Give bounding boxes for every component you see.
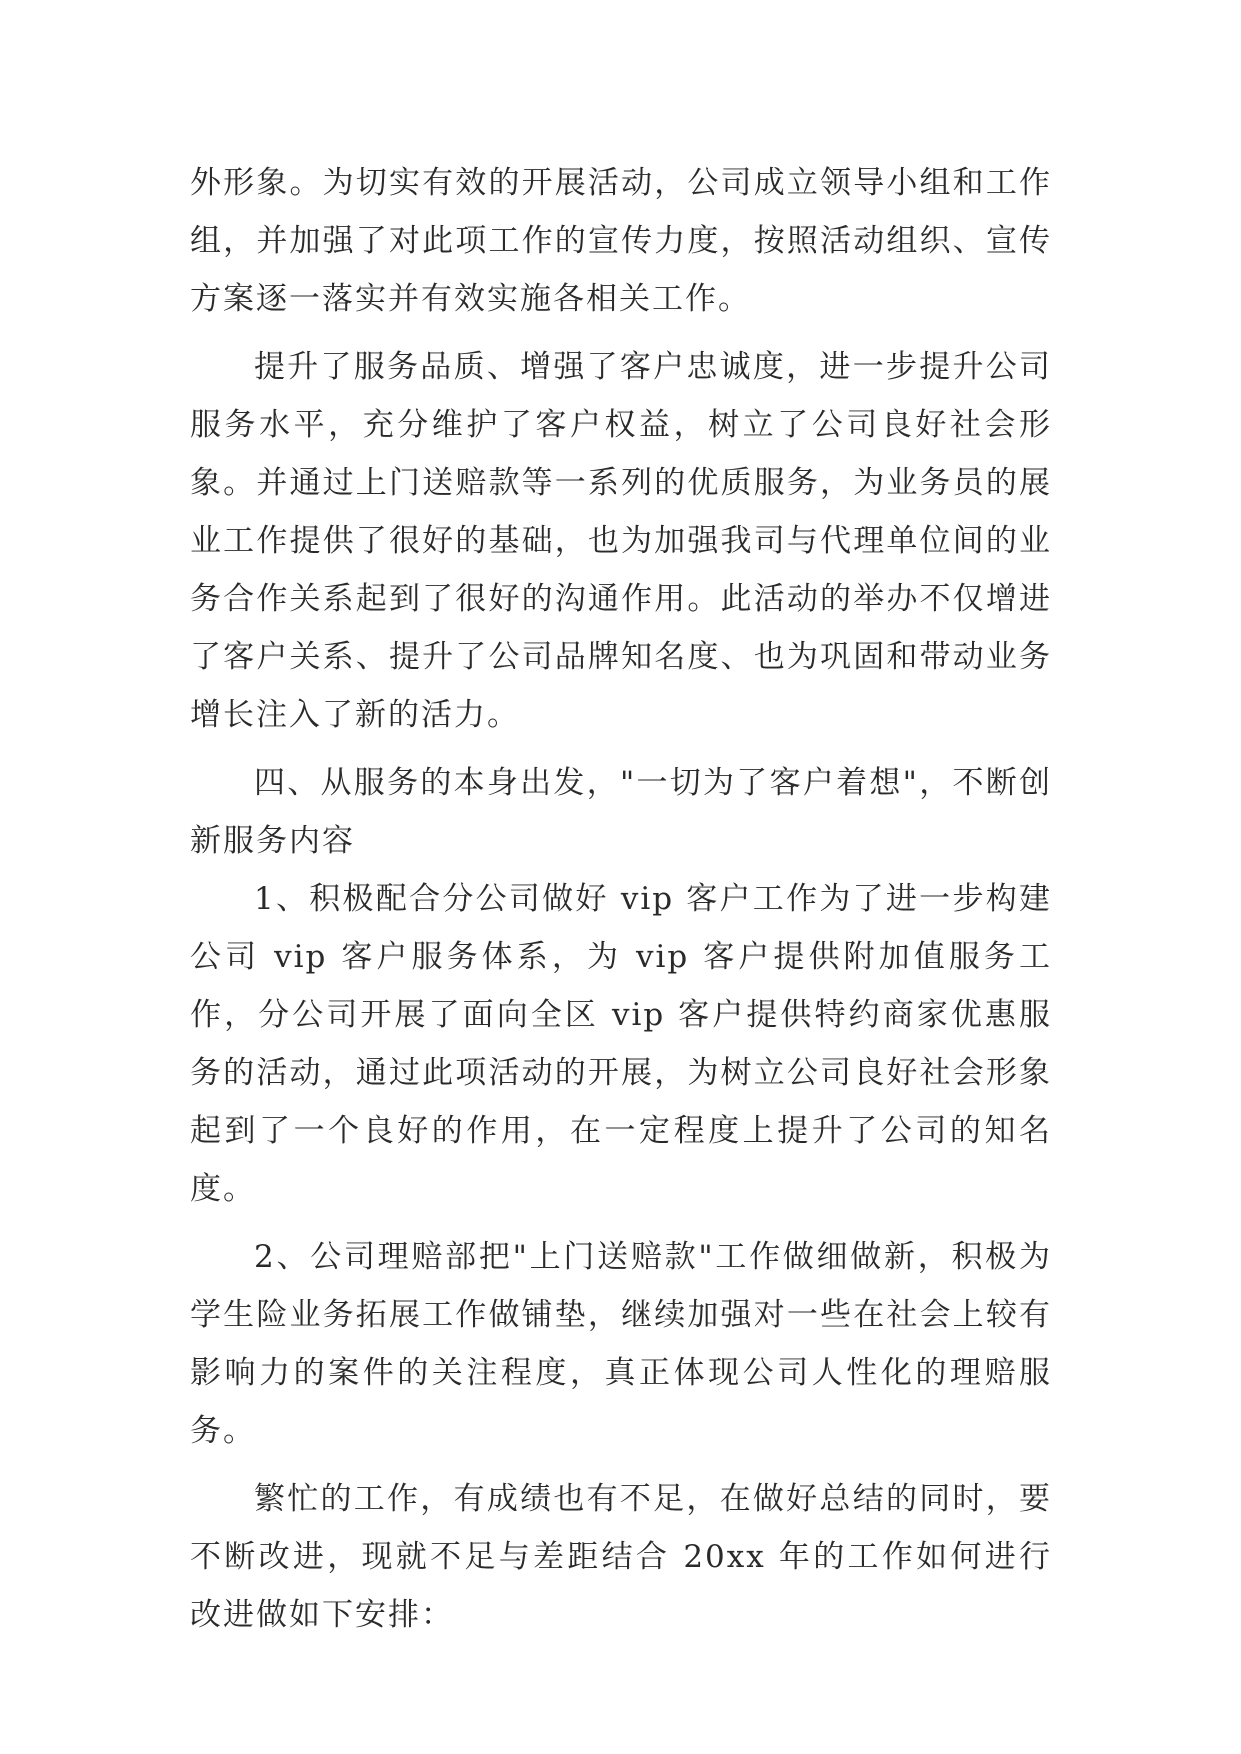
paragraph-6: 繁忙的工作，有成绩也有不足，在做好总结的同时，要不断改进，现就不足与差距结合 20xx 年的工作如何进行改进做如下安排： [190,1481,1052,1633]
paragraph-5: 2、公司理赔部把"上门送赔款"工作做细做新，积极为学生险业务拓展工作做铺垫，继续加强对一些在社会上较有影响力的案件的关注程度，真正体现公司人性化的理赔服务。 [190,1239,1052,1449]
paragraph-2: 提升了服务品质、增强了客户忠诚度，进一步提升公司服务水平，充分维护了客户权益，树立了公司良好社会形象。并通过上门送赔款等一系列的优质服务，为业务员的展业工作提供了很好的基础，也为加强我司与代理单位间的业务合作关系起到了很好的沟通作用。此活动的举办不仅增进了客户关系、提升了公司品牌知名度、也为巩固和带动业务增长注入了新的活力。 [190,349,1052,733]
paragraph-1: 外形象。为切实有效的开展活动，公司成立领导小组和工作组，并加强了对此项工作的宣传力度，按照活动组织、宣传方案逐一落实并有效实施各相关工作。 [190,165,1052,317]
paragraph-3-heading: 四、从服务的本身出发，"一切为了客户着想"，不断创新服务内容 [190,765,1052,859]
paragraph-4: 1、积极配合分公司做好 vip 客户工作为了进一步构建公司 vip 客户服务体系，为 vip 客户提供附加值服务工作，分公司开展了面向全区 vip 客户提供特约商家优惠服务的活动，通过此项活动的开展，为树立公司良好社会形象起到了一个良好的作用，在一定程度上提升了公司的知名度。 [190,881,1052,1207]
document-body [190,154,1052,1654]
